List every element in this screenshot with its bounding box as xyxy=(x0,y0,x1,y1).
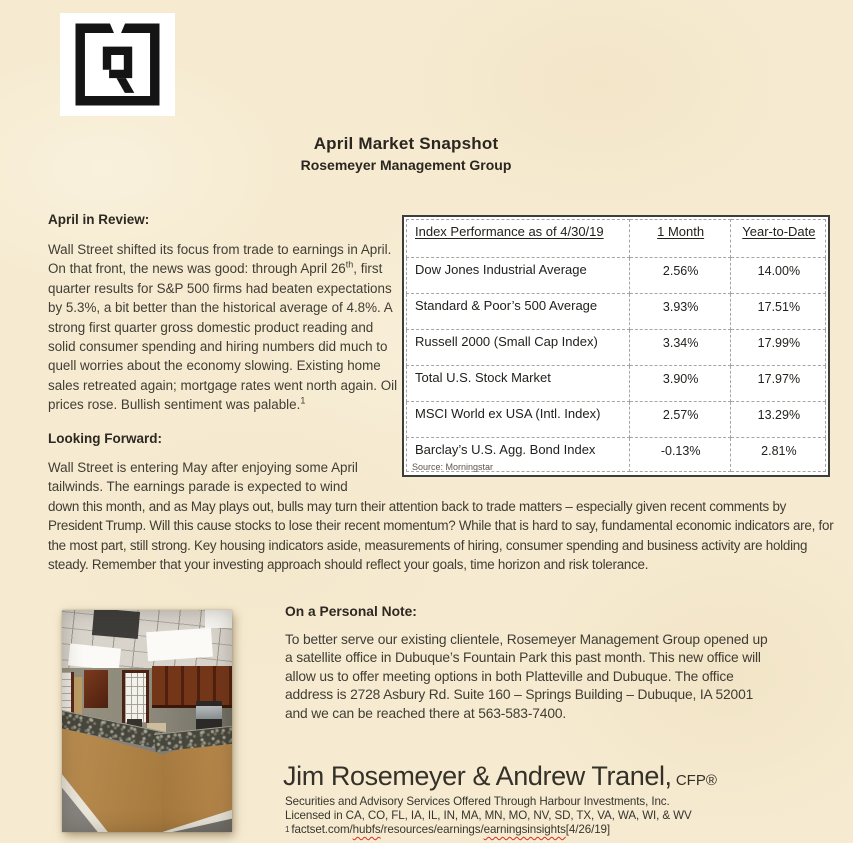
personal-note-paragraph: To better serve our existing clientele, Rosemeyer Management Group opened up a satellite office in Dubuque’s Fountain Park this past month. This new office will allow us to offer meeting options in both Platteville and Dubuque. The office address is 2728 Asbury Rd. Suite 160 – Springs Building – Dubuque, IA 52001 and we can be reached there at 563-583-7400. xyxy=(285,632,768,721)
company-logo xyxy=(60,13,175,116)
table-row xyxy=(407,330,826,366)
licensed-states-line: Licensed in CA, CO, FL, IA, IL, IN, MA, MN, MO, NV, SD, TX, VA, WA, WI, & WV xyxy=(285,809,692,822)
disclosure-line: Securities and Advisory Services Offered Through Harbour Investments, Inc. xyxy=(285,795,670,808)
page-title: April Market Snapshot xyxy=(313,134,499,153)
citation-url-part-misspelled: earningsinsights xyxy=(483,823,566,836)
masthead xyxy=(0,132,812,175)
advisor-names xyxy=(283,761,717,796)
one-month-value: 3.90% xyxy=(629,366,730,402)
one-month-value: 3.93% xyxy=(629,294,730,330)
table-row xyxy=(407,294,826,330)
one-month-value: 2.56% xyxy=(629,258,730,294)
col-header-ytd: Year-to-Date xyxy=(730,220,825,258)
index-performance-table xyxy=(402,215,830,477)
credential-label: CFP® xyxy=(671,772,717,789)
one-month-value: -0.13% xyxy=(629,438,730,472)
looking-forward-heading: Looking Forward: xyxy=(48,431,162,446)
index-name: Russell 2000 (Small Cap Index) xyxy=(407,330,630,366)
ordinal-superscript: th xyxy=(345,259,354,270)
table-source-note: Source: Morningstar xyxy=(412,462,494,472)
photo-vignette xyxy=(62,610,232,832)
table-row xyxy=(407,402,826,438)
one-month-value: 2.57% xyxy=(629,402,730,438)
table-row xyxy=(407,258,826,294)
ytd-value: 17.99% xyxy=(730,330,825,366)
col-header-1month: 1 Month xyxy=(629,220,730,258)
looking-forward-paragraph-wide: down this month, and as May plays out, bulls may turn their attention back to trade matters – especially given recent comments by President Trump. Will this cause stocks to lose their recent momentum? While that is hard to say, fundamental economic indicators are, for the most part, still strong. Key housing indicators aside, measurements of hiring, consumer spending and business activity are holding steady. Remember that your investing approach should reflect your goals, time horizon and risk tolerance. xyxy=(48,499,834,573)
april-review-text-2: , first quarter results for S&P 500 firms had beaten expectations by 5.3%, a bit better than the historical average of 4.8%. A strong first quarter gross domestic product reading and solid consumer spending and hiring numbers did much to quell worries about the economy slowing. Existing home sales retreated again; mortgage rates went north again. Oil prices rose. Bullish sentiment was palable. xyxy=(48,261,398,413)
footnote-marker: 1 xyxy=(300,395,306,406)
col-header-index: Index Performance as of 4/30/19 xyxy=(407,220,630,258)
citation-date-part: [4/26/19] xyxy=(565,823,611,836)
footnote-citation xyxy=(285,823,610,838)
looking-forward-paragraph-narrow: Wall Street is entering May after enjoying some April tailwinds. The earnings parade is expected to wind xyxy=(48,460,358,495)
ytd-value: 14.00% xyxy=(730,258,825,294)
index-name: MSCI World ex USA (Intl. Index) xyxy=(407,402,630,438)
ytd-value: 13.29% xyxy=(730,402,825,438)
table-row xyxy=(407,366,826,402)
index-name: Dow Jones Industrial Average xyxy=(407,258,630,294)
citation-url-part: factset.com/ xyxy=(291,823,353,836)
personal-note-heading: On a Personal Note: xyxy=(285,604,417,619)
office-interior-photo xyxy=(62,610,232,832)
april-review-text-1: Wall Street shifted its focus from trade to earnings in April. On that front, the news was good: through April 26 xyxy=(48,242,392,277)
index-name: Standard & Poor’s 500 Average xyxy=(407,294,630,330)
one-month-value: 3.34% xyxy=(629,330,730,366)
index-name: Total U.S. Stock Market xyxy=(407,366,630,402)
citation-url-part: /resources/earnings/ xyxy=(380,823,484,836)
footnote-marker: 1 xyxy=(285,825,290,834)
table-header-row xyxy=(407,220,826,258)
ytd-value: 17.97% xyxy=(730,366,825,402)
index-name: Barclay’s U.S. Agg. Bond Index xyxy=(407,438,630,472)
april-review-paragraph xyxy=(48,240,402,415)
citation-url-part-misspelled: hubfs xyxy=(352,823,381,836)
april-review-heading: April in Review: xyxy=(48,212,150,227)
page-subtitle: Rosemeyer Management Group xyxy=(300,157,512,173)
advisor-names-text: Jim Rosemeyer & Andrew Tranel, xyxy=(283,761,672,791)
ytd-value: 17.51% xyxy=(730,294,825,330)
ytd-value: 2.81% xyxy=(730,438,825,472)
